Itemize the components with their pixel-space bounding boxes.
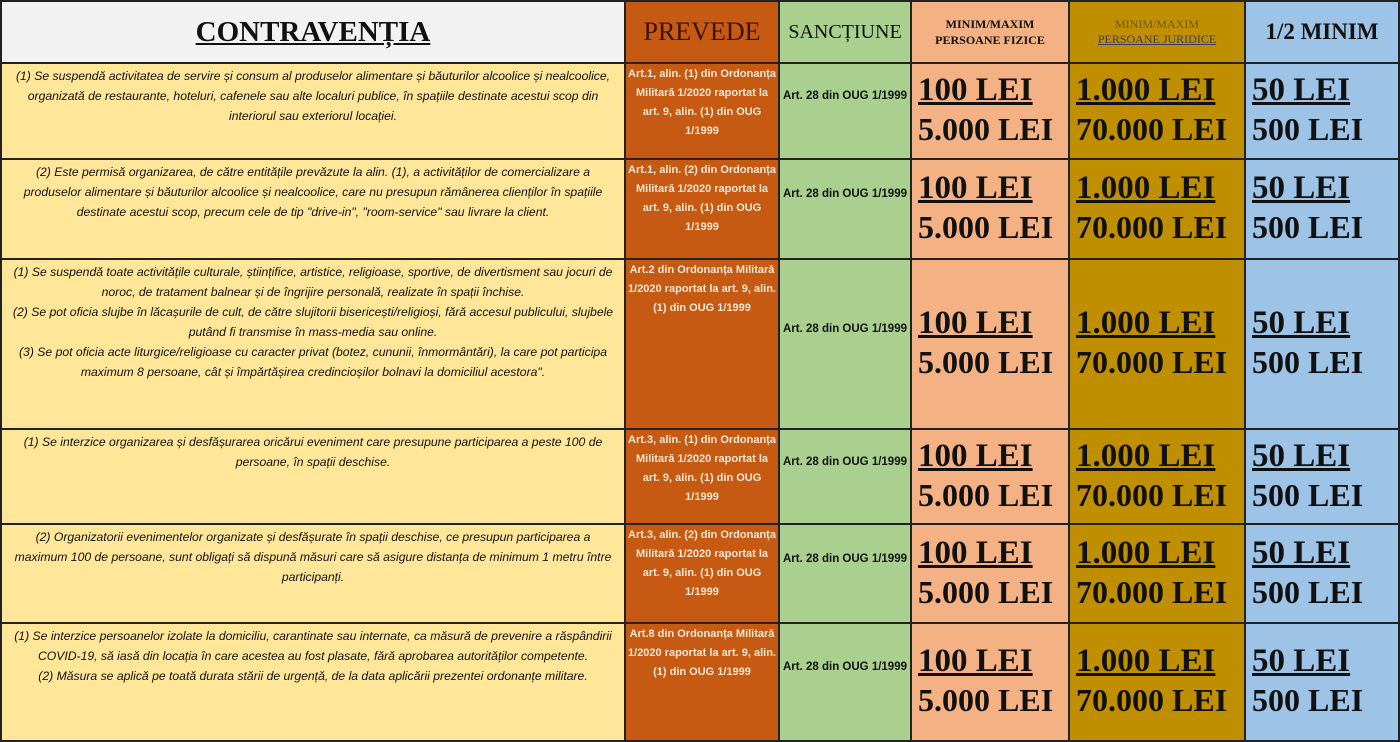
sanctiune-text: Art. 28 din OUG 1/1999 <box>783 661 907 673</box>
persoane-juridice-cell <box>1068 62 1246 160</box>
persoane-fizice-max-amount: 5.000 LEI <box>918 682 1054 718</box>
persoane-fizice-min-amount: 100 LEI <box>918 438 1033 474</box>
sanctiune-cell <box>778 258 912 430</box>
half-minim-max-amount: 500 LEI <box>1252 111 1364 147</box>
contraventie-paragraph: (1) Se suspendă activitatea de servire și consum al produselor alimentare și băuturilor alcoolice și nealcoolice, organizată de restaurante, hoteluri, cafenele sau alte localuri publice, în spațiile destinate acestui scop din interiorul sau exteriorul locației. <box>15 69 611 123</box>
persoane-juridice-cell <box>1068 258 1246 430</box>
persoane-fizice-cell <box>910 428 1070 525</box>
persoane-fizice-cell <box>910 258 1070 430</box>
prevede-text: Art.3, alin. (2) din Ordonanța Militară 1/2020 raportat la art. 9, alin. (1) din OUG 1/1999 <box>628 529 776 598</box>
contraventie-cell <box>0 428 626 525</box>
contraventie-paragraph: (2) Se pot oficia slujbe în lăcașurile de cult, de către slujitorii bisericești/religioși, fără accesul publicului, slujbele putând fi transmise în mass-media sau online. <box>12 305 614 339</box>
sanctiune-text: Art. 28 din OUG 1/1999 <box>783 553 907 565</box>
contraventie-paragraph: (3) Se pot oficia acte liturgice/religioase cu caracter privat (botez, cununii, înmormântări), la care pot participa maximum 8 persoane, cât și împărtășirea credincioșilor bolnavi la domiciliul acestora". <box>19 345 607 379</box>
persoane-juridice-max-amount: 70.000 LEI <box>1076 477 1228 513</box>
persoane-fizice-min-amount: 100 LEI <box>918 535 1033 571</box>
persoane-fizice-min-amount: 100 LEI <box>918 72 1033 108</box>
header-persoane-juridice <box>1068 0 1246 64</box>
persoane-juridice-cell <box>1068 622 1246 742</box>
header-pf-line2: PERSOANE FIZICE <box>935 33 1045 47</box>
persoane-juridice-cell <box>1068 428 1246 525</box>
persoane-fizice-max-amount: 5.000 LEI <box>918 209 1054 245</box>
half-minim-cell <box>1244 523 1400 624</box>
half-minim-cell <box>1244 622 1400 742</box>
sanctiune-cell <box>778 158 912 260</box>
sanctiune-text: Art. 28 din OUG 1/1999 <box>783 323 907 335</box>
sanctiune-cell <box>778 622 912 742</box>
prevede-text: Art.3, alin. (1) din Ordonanța Militară 1/2020 raportat la art. 9, alin. (1) din OUG 1/1999 <box>628 434 776 503</box>
persoane-fizice-cell <box>910 523 1070 624</box>
header-persoane-fizice <box>910 0 1070 64</box>
prevede-text: Art.2 din Ordonanța Militară 1/2020 raportat la art. 9, alin. (1) din OUG 1/1999 <box>628 264 776 314</box>
persoane-fizice-max-amount: 5.000 LEI <box>918 111 1054 147</box>
header-half-minim: 1/2 MINIM <box>1244 0 1400 64</box>
persoane-fizice-min-amount: 100 LEI <box>918 170 1033 206</box>
sanctiune-cell <box>778 523 912 624</box>
persoane-fizice-cell <box>910 158 1070 260</box>
persoane-fizice-cell <box>910 622 1070 742</box>
half-minim-min-amount: 50 LEI <box>1252 438 1351 474</box>
half-minim-max-amount: 500 LEI <box>1252 344 1364 380</box>
header-pj-line1: MINIM/MAXIM <box>1115 17 1199 31</box>
half-minim-min-amount: 50 LEI <box>1252 643 1351 679</box>
persoane-juridice-max-amount: 70.000 LEI <box>1076 574 1228 610</box>
persoane-fizice-max-amount: 5.000 LEI <box>918 344 1054 380</box>
sanctiune-text: Art. 28 din OUG 1/1999 <box>783 188 907 200</box>
contraventie-paragraph: (1) Se interzice organizarea și desfășurarea oricărui eveniment care presupune participarea a peste 100 de persoane, în spații deschise. <box>23 435 603 469</box>
half-minim-min-amount: 50 LEI <box>1252 535 1351 571</box>
persoane-juridice-min-amount: 1.000 LEI <box>1076 170 1216 206</box>
header-pf-line1: MINIM/MAXIM <box>945 17 1035 31</box>
prevede-cell <box>624 62 780 160</box>
sanctiune-text: Art. 28 din OUG 1/1999 <box>783 456 907 468</box>
contraventie-cell <box>0 258 626 430</box>
persoane-juridice-min-amount: 1.000 LEI <box>1076 535 1216 571</box>
persoane-juridice-min-amount: 1.000 LEI <box>1076 72 1216 108</box>
contraventie-cell <box>0 62 626 160</box>
persoane-fizice-cell <box>910 62 1070 160</box>
half-minim-min-amount: 50 LEI <box>1252 305 1351 341</box>
half-minim-max-amount: 500 LEI <box>1252 682 1364 718</box>
persoane-fizice-min-amount: 100 LEI <box>918 305 1033 341</box>
persoane-juridice-max-amount: 70.000 LEI <box>1076 209 1228 245</box>
contraventie-cell <box>0 158 626 260</box>
persoane-fizice-max-amount: 5.000 LEI <box>918 574 1054 610</box>
persoane-juridice-min-amount: 1.000 LEI <box>1076 305 1216 341</box>
prevede-cell <box>624 258 780 430</box>
persoane-juridice-cell <box>1068 523 1246 624</box>
prevede-text: Art.1, alin. (2) din Ordonanța Militară 1/2020 raportat la art. 9, alin. (1) din OUG 1/1999 <box>628 164 776 233</box>
half-minim-max-amount: 500 LEI <box>1252 209 1364 245</box>
header-sanctiune: SANCȚIUNE <box>778 0 912 64</box>
contraventie-paragraph: (1) Se suspendă toate activitățile culturale, științifice, artistice, religioase, sportive, de divertisment sau jocuri de noroc, de tratament balnear și de îngrijire personală, realizate în spații închise. <box>13 265 613 299</box>
persoane-fizice-min-amount: 100 LEI <box>918 643 1033 679</box>
half-minim-max-amount: 500 LEI <box>1252 477 1364 513</box>
persoane-juridice-max-amount: 70.000 LEI <box>1076 111 1228 147</box>
prevede-cell <box>624 523 780 624</box>
persoane-juridice-min-amount: 1.000 LEI <box>1076 438 1216 474</box>
header-contraventia: CONTRAVENȚIA <box>0 0 626 64</box>
persoane-juridice-cell <box>1068 158 1246 260</box>
prevede-cell <box>624 428 780 525</box>
prevede-text: Art.1, alin. (1) din Ordonanța Militară 1/2020 raportat la art. 9, alin. (1) din OUG 1/1999 <box>628 68 776 137</box>
contraventie-paragraph: (2) Organizatorii evenimentelor organizate și desfășurate în spații deschise, ce presupun participarea a maximum 100 de persoane, sunt obligați să dispună măsuri care să asigure distanța de minimum 1 metru între participanți. <box>14 530 612 584</box>
persoane-juridice-min-amount: 1.000 LEI <box>1076 643 1216 679</box>
half-minim-max-amount: 500 LEI <box>1252 574 1364 610</box>
prevede-cell <box>624 158 780 260</box>
header-pj-line2: PERSOANE JURIDICE <box>1097 32 1217 46</box>
half-minim-cell <box>1244 428 1400 525</box>
half-minim-cell <box>1244 158 1400 260</box>
header-prevede: PREVEDE <box>624 0 780 64</box>
sanctiune-text: Art. 28 din OUG 1/1999 <box>783 90 907 102</box>
half-minim-min-amount: 50 LEI <box>1252 72 1351 108</box>
half-minim-cell <box>1244 258 1400 430</box>
contraventie-cell <box>0 523 626 624</box>
contraventie-cell <box>0 622 626 742</box>
sanctiune-cell <box>778 62 912 160</box>
half-minim-min-amount: 50 LEI <box>1252 170 1351 206</box>
contraventie-paragraph: (2) Este permisă organizarea, de către entitățile prevăzute la alin. (1), a activităților de comercializare a produselor alimentare și băuturilor alcoolice și nealcoolice, care nu presupun rămânerea clienților în spațiile destinate acestui scop, precum cele de tip "drive-in", "room-service" sau livrare la client. <box>23 165 603 219</box>
persoane-juridice-max-amount: 70.000 LEI <box>1076 344 1228 380</box>
half-minim-cell <box>1244 62 1400 160</box>
sanctiune-cell <box>778 428 912 525</box>
prevede-cell <box>624 622 780 742</box>
contraventie-paragraph: (2) Măsura se aplică pe toată durata stării de urgență, de la data aplicării prezentei ordonanțe militare. <box>38 669 588 683</box>
prevede-text: Art.8 din Ordonanța Militară 1/2020 raportat la art. 9, alin. (1) din OUG 1/1999 <box>628 628 776 678</box>
contraventie-paragraph: (1) Se interzice persoanelor izolate la domiciliu, carantinate sau internate, ca măsură de prevenire a răspândirii COVID-19, să iasă din locația în care acestea au fost plasate, fără aprobarea autorităților competente. <box>14 629 612 663</box>
persoane-juridice-max-amount: 70.000 LEI <box>1076 682 1228 718</box>
persoane-fizice-max-amount: 5.000 LEI <box>918 477 1054 513</box>
